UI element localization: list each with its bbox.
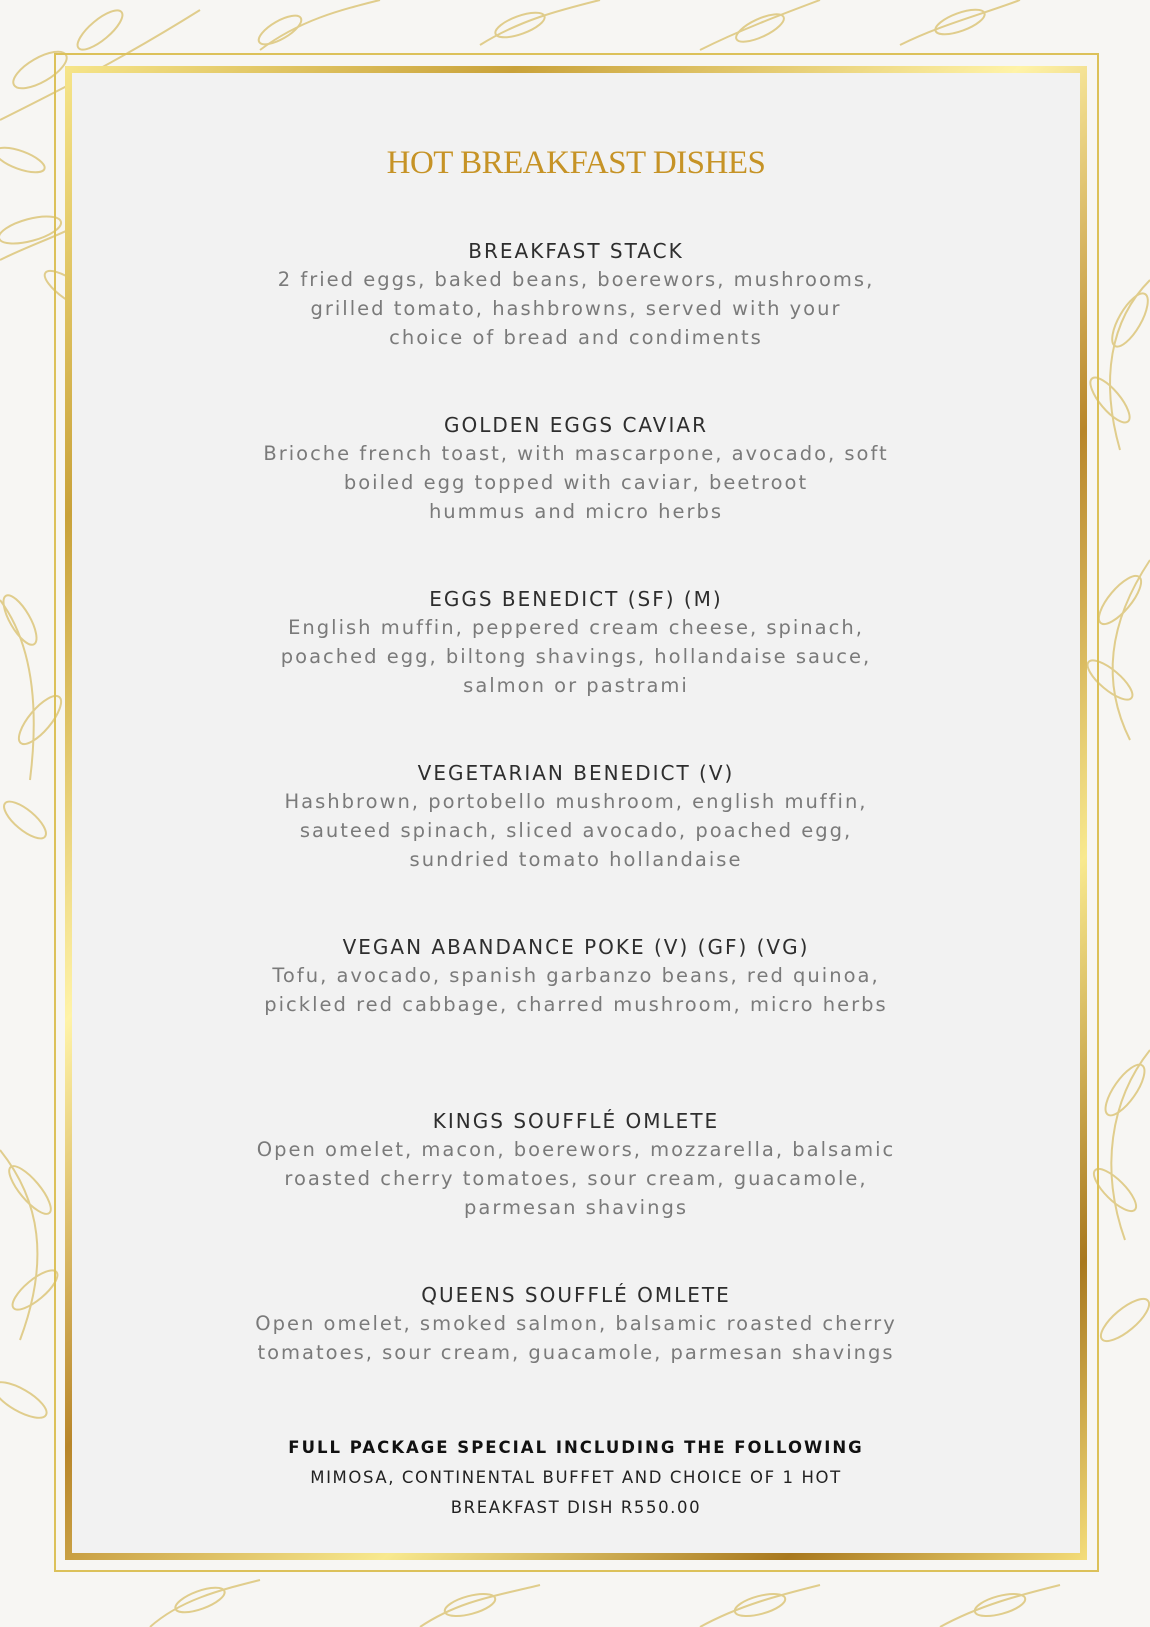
package-special-description: MIMOSA, CONTINENTAL BUFFET AND CHOICE OF 1 HOT BREAKFAST DISH R550.00 — [310, 1468, 842, 1517]
package-special-title: FULL PACKAGE SPECIAL INCLUDING THE FOLLOWING — [288, 1438, 864, 1457]
menu-item-description: English muffin, peppered cream cheese, spinach, poached egg, biltong shavings, hollandaise sauce, salmon or pastrami — [280, 616, 872, 697]
menu-item — [72, 1107, 1080, 1281]
menu-item — [72, 237, 1080, 411]
menu-item — [72, 585, 1080, 759]
menu-item-name: GOLDEN EGGS CAVIAR — [444, 413, 708, 437]
menu-item-description: Tofu, avocado, spanish garbanzo beans, red quinoa, pickled red cabbage, charred mushroom, micro herbs — [264, 964, 888, 1016]
package-special — [72, 1433, 1080, 1523]
menu-item-name: VEGAN ABANDANCE POKE (V) (GF) (VG) — [342, 935, 810, 959]
menu-item-description: Hashbrown, portobello mushroom, english muffin, sauteed spinach, sliced avocado, poached egg, sundried tomato hollandaise — [284, 790, 868, 871]
menu-title: HOT BREAKFAST DISHES — [386, 145, 766, 181]
menu-item-description: Brioche french toast, with mascarpone, avocado, soft boiled egg topped with caviar, beetroot hummus and micro herbs — [263, 442, 889, 523]
menu-item-name: BREAKFAST STACK — [468, 239, 684, 263]
inner-gold-frame — [65, 66, 1087, 1560]
menu-item-name: QUEENS SOUFFLÉ OMLETE — [421, 1283, 731, 1307]
menu-item-name: EGGS BENEDICT (SF) (M) — [429, 587, 723, 611]
menu-item — [72, 933, 1080, 1107]
menu-item-name: VEGETARIAN BENEDICT (V) — [417, 761, 735, 785]
menu-item-description: Open omelet, macon, boerewors, mozzarella, balsamic roasted cherry tomatoes, sour cream, guacamole, parmesan shavings — [256, 1138, 896, 1219]
menu-item-name: KINGS SOUFFLÉ OMLETE — [432, 1109, 720, 1133]
menu-item — [72, 411, 1080, 585]
menu-panel — [72, 73, 1080, 1553]
menu-item-description: 2 fried eggs, baked beans, boerewors, mushrooms, grilled tomato, hashbrowns, served with your choice of bread and condiments — [277, 268, 875, 349]
menu-item — [72, 1281, 1080, 1455]
menu-item — [72, 759, 1080, 933]
menu-item-description: Open omelet, smoked salmon, balsamic roasted cherry tomatoes, sour cream, guacamole, parmesan shavings — [255, 1312, 897, 1364]
menu-items — [72, 237, 1080, 1455]
